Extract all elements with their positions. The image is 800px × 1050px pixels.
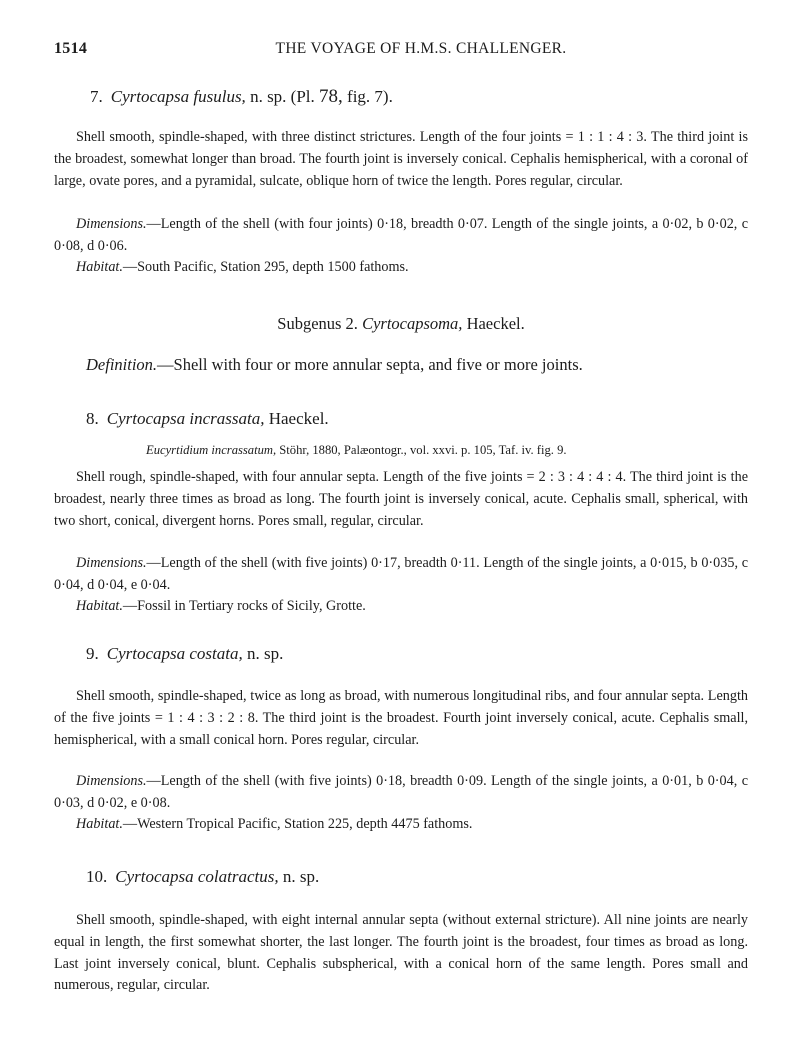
species-authority: n. sp.	[242, 644, 284, 663]
species-8-description: Shell rough, spindle-shaped, with four annular septa. Length of the five joints = 2 : 3 : 4 : 4 : 4. The third joint is the broadest, nearly three times as broad as long. The fourth joint is inversely conical, acute. Cephalis small, spherical, with two short, conical, divergent horns. Pores small, regular, circular.	[54, 469, 748, 529]
running-title: THE VOYAGE OF H.M.S. CHALLENGER.	[275, 40, 567, 57]
synonym-name: Eucyrtidium incrassatum,	[146, 443, 277, 457]
species-authority: Haeckel.	[264, 409, 329, 428]
subgenus-definition	[86, 355, 780, 375]
species-name: Cyrtocapsa fusulus,	[110, 87, 246, 106]
dimensions-text: —Length of the shell (with four joints) 0·18, breadth 0·07. Length of the single joints, a 0·02, b 0·02, c 0·08, d 0·06.	[54, 216, 748, 254]
dimensions-label: Dimensions.	[76, 555, 147, 571]
species-10-description: Shell smooth, spindle-shaped, with eight internal annular septa (without external stricture). All nine joints are nearly equal in length, the first somewhat shorter, the last longer. The fourth joint is the broadest, four times as broad as long. Last joint inversely conical, blunt. Cephalis subspherical, with a conical horn of the same length. Pores small and numerous, regular, circular.	[54, 912, 748, 994]
species-number: 9.	[86, 644, 99, 663]
habitat-text: —Western Tropical Pacific, Station 225, depth 4475 fathoms.	[122, 816, 473, 832]
species-number: 8.	[86, 409, 99, 428]
plate-number: 78,	[319, 86, 343, 107]
species-number: 10.	[86, 867, 108, 886]
species-authority: n. sp. (Pl.	[245, 87, 320, 106]
species-10-heading	[86, 867, 780, 887]
dimensions-text: —Length of the shell (with five joints) 0·18, breadth 0·09. Length of the single joints, a 0·01, b 0·04, c 0·03, d 0·02, e 0·08.	[54, 773, 748, 811]
habitat-text: —South Pacific, Station 295, depth 1500 fathoms.	[122, 259, 409, 275]
subgenus-heading	[54, 314, 748, 334]
dimensions-label: Dimensions.	[76, 773, 147, 789]
page-number: 1514	[54, 40, 88, 57]
species-9-heading	[86, 644, 780, 664]
species-authority: n. sp.	[278, 867, 320, 886]
definition-text: —Shell with four or more annular septa, and five or more joints.	[157, 355, 583, 374]
species-name: Cyrtocapsa costata,	[106, 644, 243, 663]
species-7-heading	[90, 86, 784, 108]
definition-label: Definition.	[86, 355, 158, 374]
species-9-description: Shell smooth, spindle-shaped, twice as long as broad, with numerous longitudinal ribs, and four annular septa. Length of the five joints = 1 : 4 : 3 : 2 : 8. The third joint is the broadest. Fourth joint inversely conical, acute. Cephalis small, hemispherical, with a small conical horn. Pores regular, circular.	[54, 688, 748, 748]
subgenus-prefix: Subgenus 2.	[277, 314, 363, 333]
species-7-dimensions	[54, 214, 748, 258]
species-name: Cyrtocapsa incrassata,	[106, 409, 265, 428]
species-8-habitat	[54, 596, 748, 618]
subgenus-name: Cyrtocapsoma,	[362, 314, 463, 333]
habitat-text: —Fossil in Tertiary rocks of Sicily, Grotte.	[122, 598, 366, 614]
synonym-reference: Stöhr, 1880, Palæontogr., vol. xxvi. p. 105, Taf. iv. fig. 9.	[276, 443, 567, 457]
species-8-heading	[86, 409, 780, 429]
species-7-description: Shell smooth, spindle-shaped, with three distinct strictures. Length of the four joints = 1 : 1 : 4 : 3. The third joint is the broadest, somewhat longer than broad. The fourth joint is inversely conical. Cephalis hemispherical, with a coronal of large, ovate pores, and a pyramidal, sulcate, oblique horn of twice the length. Pores regular, circular.	[54, 129, 748, 189]
species-8-dimensions	[54, 553, 748, 597]
subgenus-author: Haeckel.	[462, 314, 525, 333]
species-name: Cyrtocapsa colatractus,	[115, 867, 279, 886]
species-9-habitat	[54, 814, 748, 836]
page-header	[54, 40, 748, 64]
species-8-synonymy	[54, 441, 800, 459]
habitat-label: Habitat.	[76, 598, 123, 614]
dimensions-text: —Length of the shell (with five joints) 0·17, breadth 0·11. Length of the single joints, a 0·015, b 0·035, c 0·04, d 0·04, e 0·04.	[54, 555, 748, 593]
species-number: 7.	[90, 87, 103, 106]
figure-ref: fig. 7).	[342, 87, 393, 106]
species-9-dimensions	[54, 771, 748, 815]
habitat-label: Habitat.	[76, 259, 123, 275]
habitat-label: Habitat.	[76, 816, 123, 832]
dimensions-label: Dimensions.	[76, 216, 147, 232]
species-7-habitat	[54, 257, 748, 279]
